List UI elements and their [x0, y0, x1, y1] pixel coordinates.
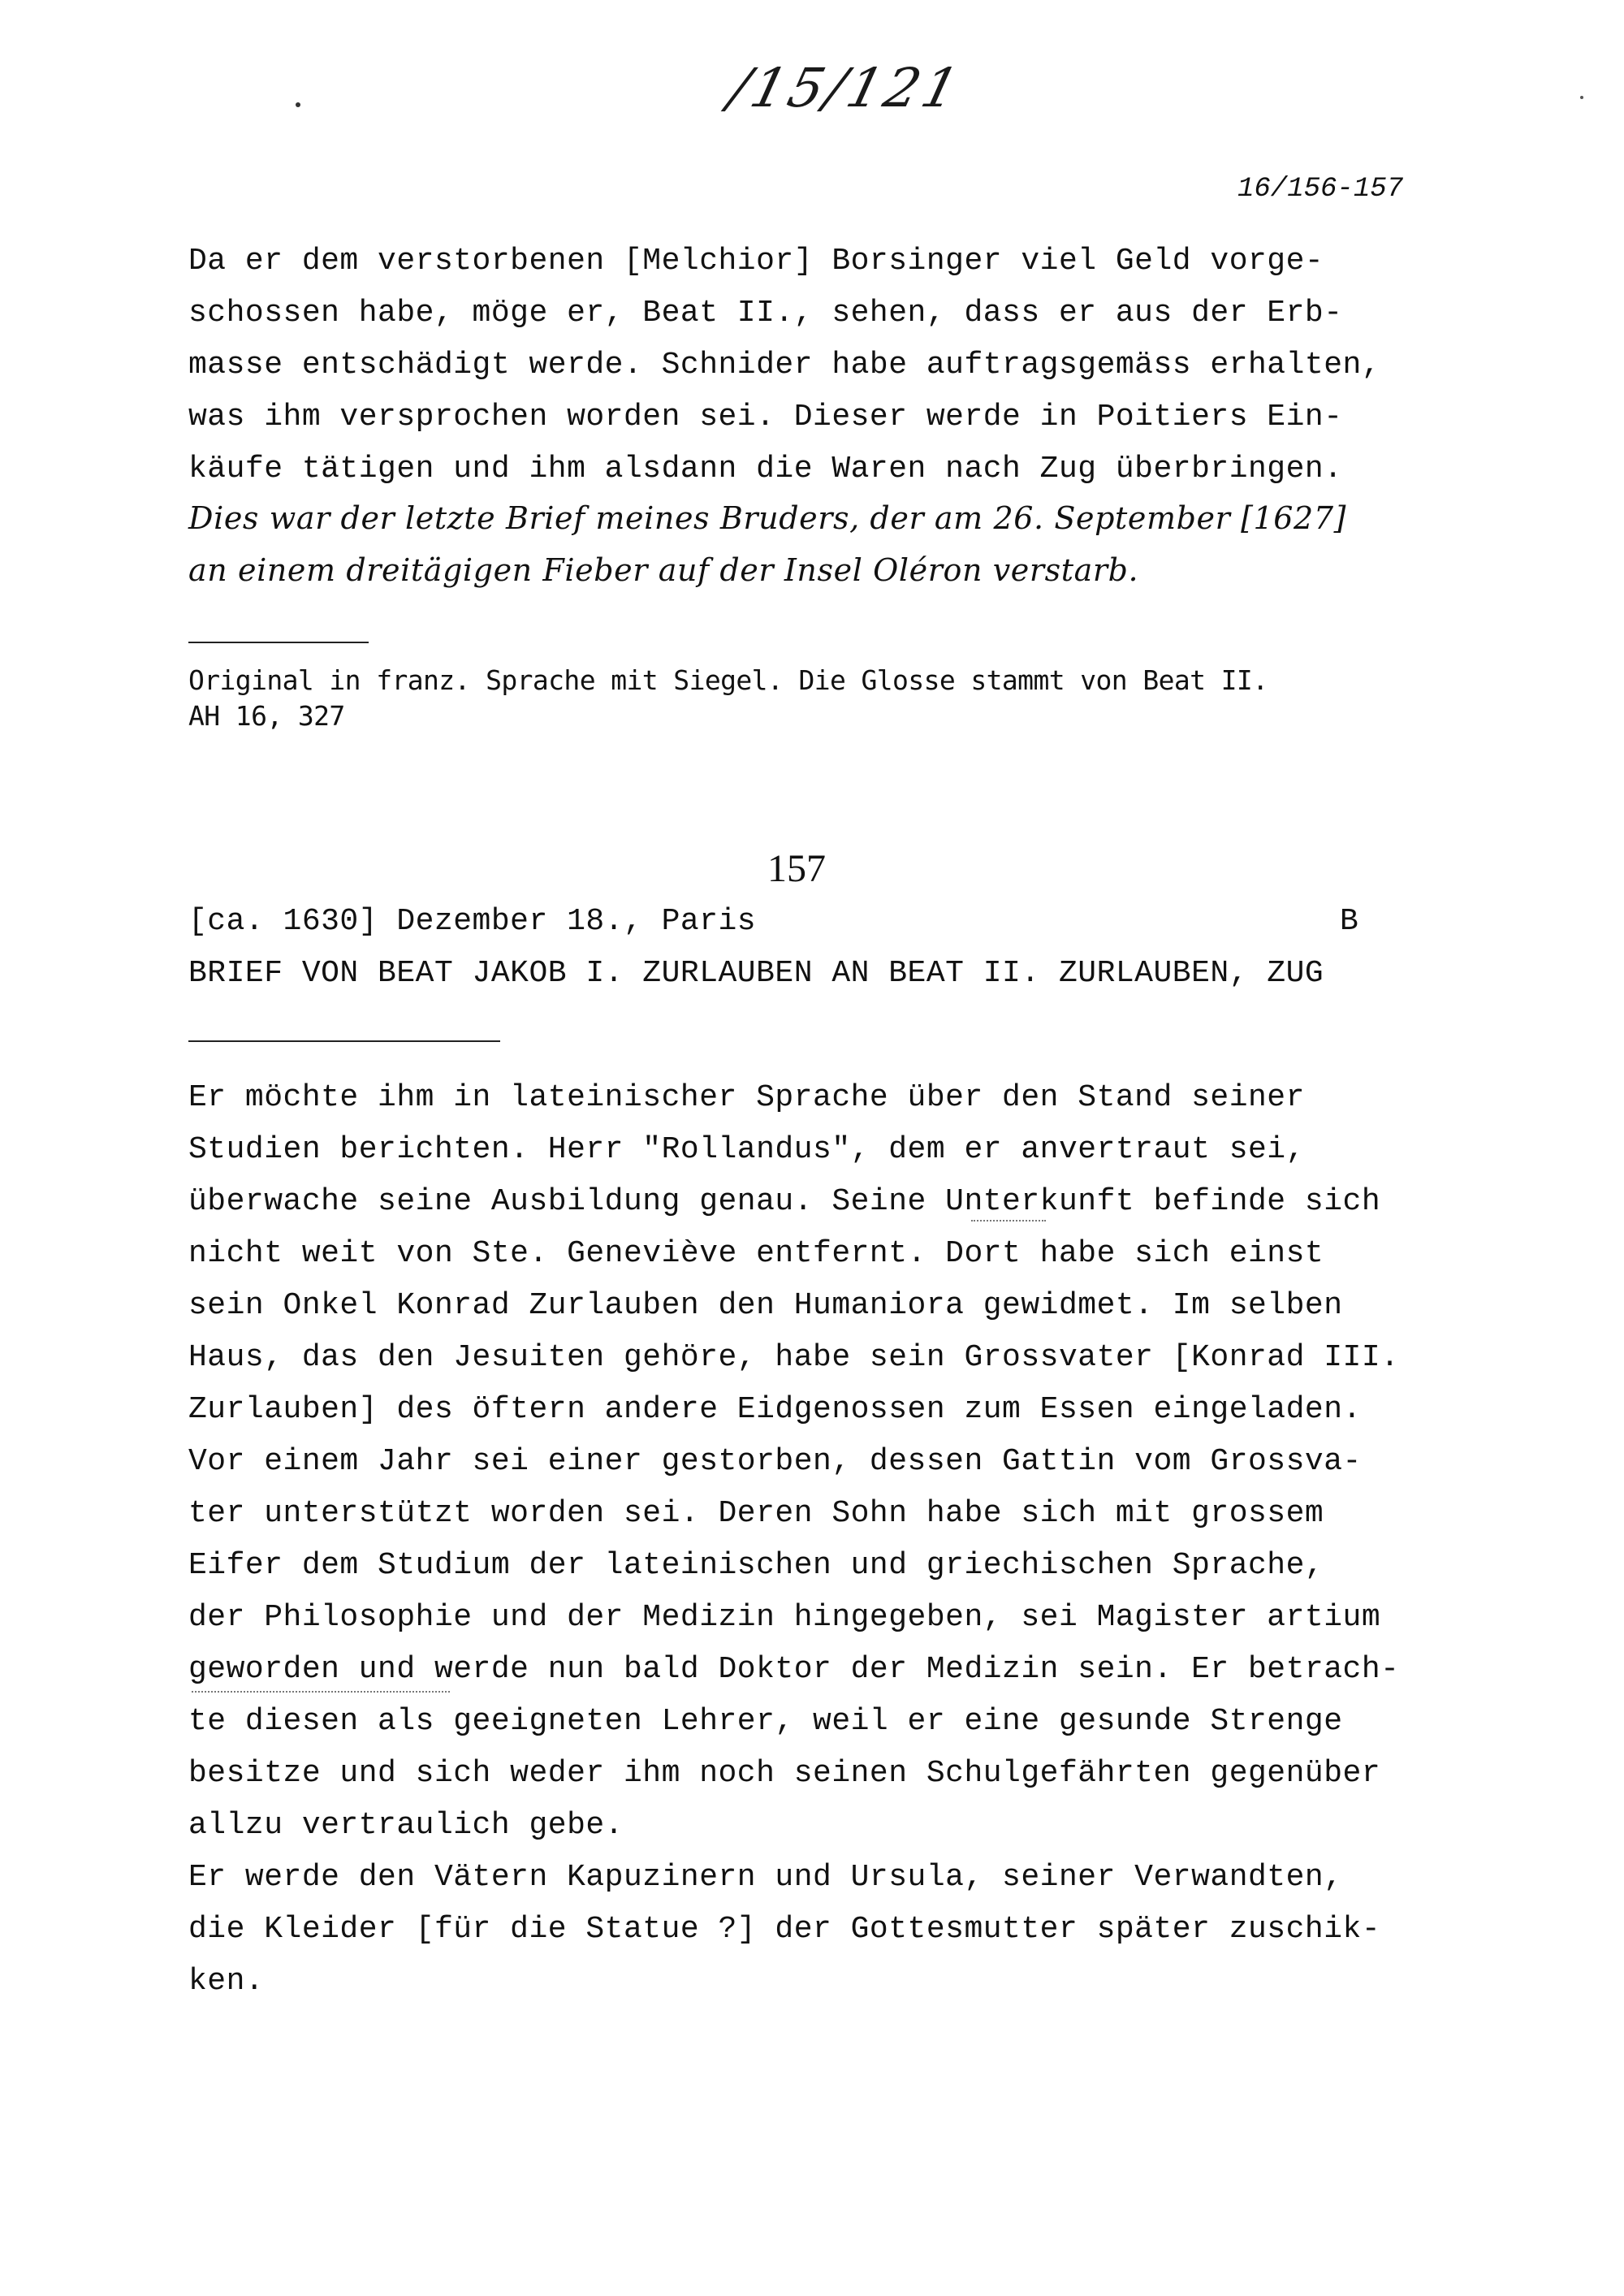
body-line: der Philosophie und der Medizin hingegeben, sei Magister artium — [188, 1600, 1381, 1635]
body-line: Haus, das den Jesuiten gehöre, habe sein Grossvater [Konrad III. — [188, 1340, 1400, 1375]
body-line: Er möchte ihm in lateinischer Sprache über den Stand seiner — [188, 1080, 1305, 1115]
body-line: Er werde den Vätern Kapuzinern und Ursula, seiner Verwandten, — [188, 1860, 1343, 1895]
body-line: Vor einem Jahr sei einer gestorben, dessen Gattin vom Grossva- — [188, 1444, 1362, 1479]
scan-speck — [296, 102, 300, 107]
body-line: besitze und sich weder ihm noch seinen Schulgefährten gegenüber — [188, 1756, 1381, 1791]
archive-reference: AH 16, 327 — [188, 700, 345, 732]
body-line: ter unterstützt worden sei. Deren Sohn habe sich mit grossem — [188, 1496, 1324, 1531]
gloss-line: Dies war der letzte Brief meines Bruders, der am 26. September [1627] — [188, 500, 1347, 536]
body-line: die Kleider [für die Statue ?] der Gottesmutter später zuschik- — [188, 1912, 1381, 1947]
continuation-line: masse entschädigt werde. Schnider habe auftragsgemäss erhalten, — [188, 348, 1381, 383]
footnote-separator — [188, 642, 369, 643]
page-reference: 16/156-157 — [1237, 174, 1404, 205]
handwritten-archive-number: /15/121 — [723, 57, 969, 119]
continuation-line: käufe tätigen und ihm alsdann die Waren nach Zug überbringen. — [188, 452, 1343, 486]
body-line: allzu vertraulich gebe. — [188, 1808, 624, 1843]
body-line: te diesen als geeigneten Lehrer, weil er eine gesunde Strenge — [188, 1704, 1343, 1739]
body-line: Zurlauben] des öftern andere Eidgenossen zum Essen eingeladen. — [188, 1392, 1362, 1427]
title-separator — [188, 1040, 500, 1042]
body-line: Studien berichten. Herr "Rollandus", dem er anvertraut sei, — [188, 1132, 1305, 1167]
body-line: Eifer dem Studium der lateinischen und griechischen Sprache, — [188, 1548, 1324, 1583]
document-title: BRIEF VON BEAT JAKOB I. ZURLAUBEN AN BEAT II. ZURLAUBEN, ZUG — [188, 956, 1324, 991]
continuation-line: was ihm versprochen worden sei. Dieser werde in Poitiers Ein- — [188, 400, 1343, 435]
continuation-line: Da er dem verstorbenen [Melchior] Borsinger viel Geld vorge- — [188, 244, 1324, 279]
scan-speck-line — [192, 1691, 450, 1694]
body-line: sein Onkel Konrad Zurlauben den Humaniora gewidmet. Im selben — [188, 1288, 1343, 1323]
scan-speck-line — [971, 1220, 1046, 1223]
document-type-code: B — [1340, 904, 1359, 939]
document-date-place: [ca. 1630] Dezember 18., Paris — [188, 904, 757, 939]
body-line: überwache seine Ausbildung genau. Seine Unterkunft befinde sich — [188, 1184, 1381, 1219]
original-note: Original in franz. Sprache mit Siegel. Die Glosse stammt von Beat II. — [188, 664, 1268, 696]
continuation-line: schossen habe, möge er, Beat II., sehen, dass er aus der Erb- — [188, 296, 1343, 331]
gloss-line: an einem dreitägigen Fieber auf der Insel Oléron verstarb. — [188, 552, 1139, 588]
body-line: ken. — [188, 1964, 265, 1999]
document-number: 157 — [767, 847, 826, 890]
body-line: nicht weit von Ste. Geneviève entfernt. Dort habe sich einst — [188, 1236, 1324, 1271]
scan-speck-right — [1580, 96, 1583, 99]
body-line: geworden und werde nun bald Doktor der Medizin sein. Er betrach- — [188, 1652, 1400, 1687]
